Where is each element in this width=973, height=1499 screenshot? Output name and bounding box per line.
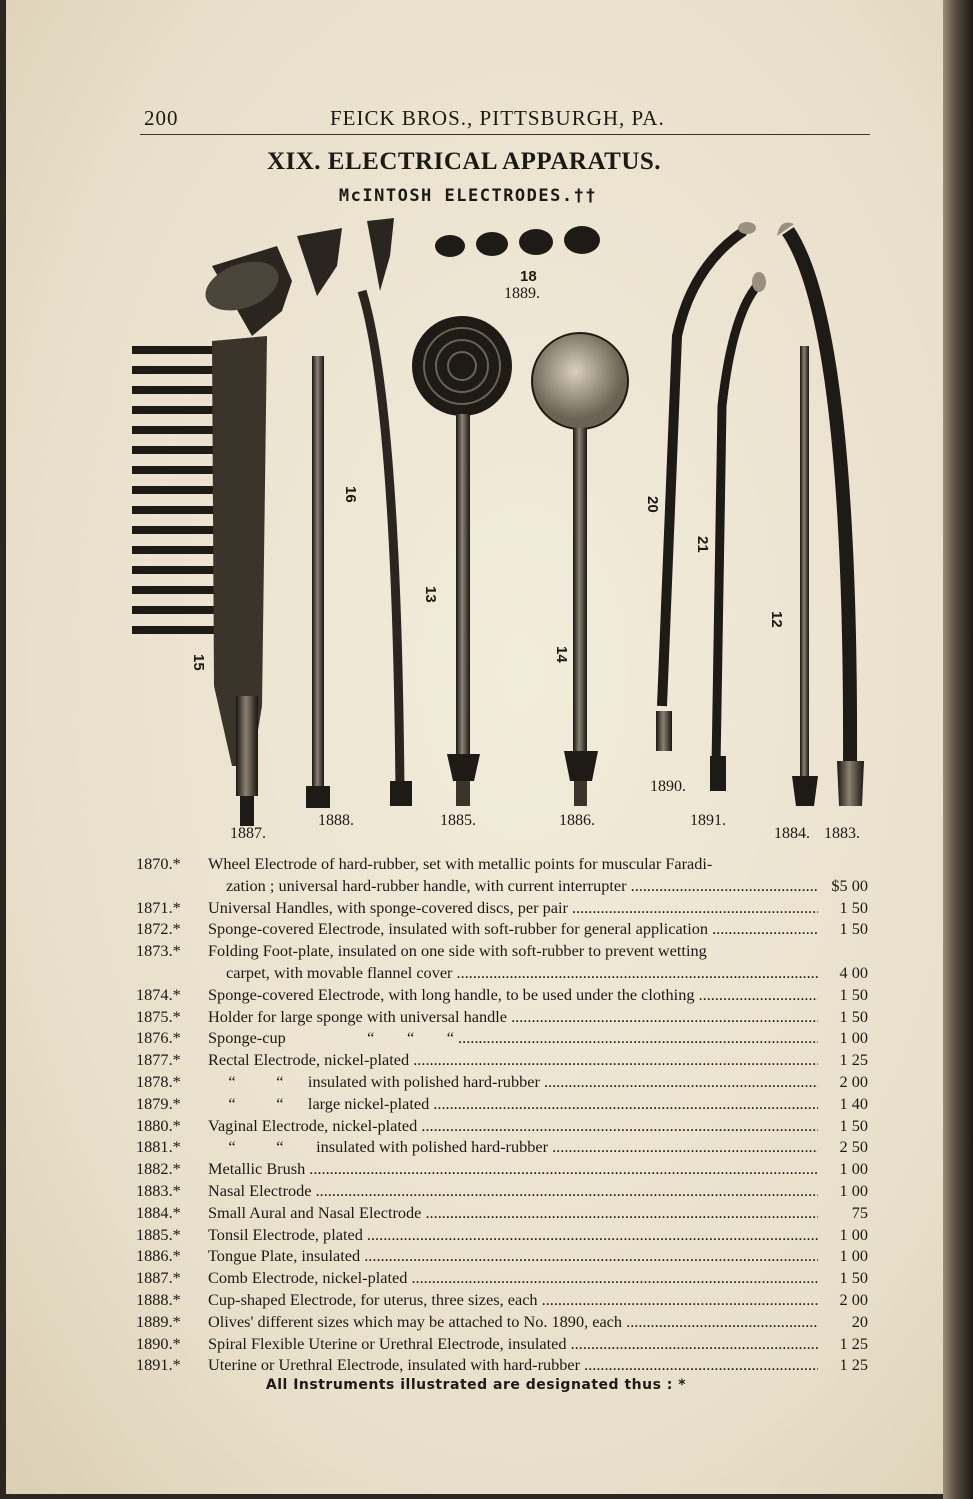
list-item-1873-cont [136, 962, 868, 984]
item-description: Universal Handles, with sponge-covered discs, per pair ..... [208, 897, 818, 919]
item-price: 1 50 [839, 1268, 868, 1288]
tonsil-electrode-icon [412, 316, 512, 806]
list-item-1889 [136, 1311, 868, 1333]
page-number: 200 [144, 106, 179, 130]
caption-1886: 1886. [559, 812, 595, 829]
item-number: 1890.* [136, 1333, 181, 1353]
caption-1885: 1885. [440, 812, 476, 829]
item-price: 1 50 [839, 984, 868, 1004]
item-price: 1 40 [839, 1093, 868, 1113]
item-price: 4 00 [839, 962, 868, 982]
item-description: Nasal Electrode ..... [208, 1180, 818, 1202]
item-number: 1885.* [136, 1224, 181, 1244]
item-price: 1 00 [839, 1246, 868, 1266]
item-number: 1879.* [136, 1093, 181, 1113]
item-price: 1 25 [839, 1050, 868, 1070]
list-item-1871 [136, 897, 868, 919]
section-title: XIX. ELECTRICAL APPARATUS. [266, 148, 662, 175]
uterine-electrode-1888-icon [306, 356, 330, 808]
fig-number-21: 21 [694, 536, 711, 553]
item-price: 2 00 [839, 1289, 868, 1309]
item-number: 1876.* [136, 1028, 181, 1048]
caption-1889: 1889. [504, 285, 540, 302]
item-price: 2 00 [839, 1071, 868, 1091]
item-number: 1878.* [136, 1071, 181, 1091]
section-subtitle: McINTOSH ELECTRODES.†† [338, 186, 598, 206]
item-number: 1888.* [136, 1289, 181, 1309]
list-item-1883 [136, 1180, 868, 1202]
list-item-1874 [136, 984, 868, 1006]
item-description: Tonsil Electrode, plated ..... [208, 1224, 818, 1246]
list-item-1885 [136, 1224, 868, 1246]
list-item-1881 [136, 1136, 868, 1158]
comb-electrode-icon [132, 336, 267, 826]
list-item-1886 [136, 1245, 868, 1267]
book-spine-edge [943, 0, 973, 1499]
list-item-1880 [136, 1115, 868, 1137]
item-description: Tongue Plate, insulated ..... [208, 1245, 818, 1267]
item-price: 1 00 [839, 1028, 868, 1048]
item-number: 1871.* [136, 897, 181, 917]
item-price: 2 50 [839, 1137, 868, 1157]
tongue-plate-icon [532, 333, 628, 806]
item-description: “ “ large nickel-plated ..... [208, 1093, 818, 1115]
aural-electrode-icon [792, 346, 818, 806]
item-description: Vaginal Electrode, nickel-plated ..... [208, 1115, 818, 1137]
caption-1883: 1883. [824, 825, 860, 842]
designation-note: All Instruments illustrated are designated thus : * [265, 1377, 687, 1393]
item-description: Rectal Electrode, nickel-plated ..... [208, 1049, 818, 1071]
list-item-1882 [136, 1158, 868, 1180]
item-number: 1886.* [136, 1246, 181, 1266]
item-price: 1 00 [839, 1224, 868, 1244]
item-description: “ “ insulated with polished hard-rubber ..... [208, 1136, 818, 1158]
fig-number-16: 16 [342, 486, 359, 503]
publisher-line: FEICK BROS., PITTSBURGH, PA. [330, 106, 665, 130]
fig-number-18: 18 [520, 268, 537, 285]
uterine-electrode-1891-icon [710, 272, 766, 791]
item-price: 1 50 [839, 1115, 868, 1135]
fig-number-14: 14 [553, 646, 570, 663]
caption-1890: 1890. [650, 778, 686, 795]
item-price: 1 00 [839, 1159, 868, 1179]
list-item-1875 [136, 1006, 868, 1028]
item-number: 1883.* [136, 1180, 181, 1200]
caption-1891: 1891. [690, 812, 726, 829]
item-description: “ “ insulated with polished hard-rubber ..... [208, 1071, 818, 1093]
list-item-1887 [136, 1267, 868, 1289]
list-item-1876 [136, 1027, 868, 1049]
fig-number-20: 20 [644, 496, 661, 513]
item-price: 1 25 [839, 1333, 868, 1353]
list-item-1888 [136, 1289, 868, 1311]
item-number: 1873.* [136, 941, 181, 961]
item-price: 20 [851, 1311, 868, 1331]
list-item-1878 [136, 1071, 868, 1093]
item-description: Comb Electrode, nickel-plated ..... [208, 1267, 818, 1289]
item-description: Metallic Brush ..... [208, 1158, 818, 1180]
item-price: 1 50 [839, 919, 868, 939]
list-item-1891 [136, 1354, 868, 1376]
catalog-page [6, 0, 946, 1494]
item-number: 1872.* [136, 919, 181, 939]
item-number: 1875.* [136, 1006, 181, 1026]
item-description: Cup-shaped Electrode, for uterus, three sizes, each ..... [208, 1289, 818, 1311]
item-description: Small Aural and Nasal Electrode ..... [208, 1202, 818, 1224]
item-description: Sponge-covered Electrode, with long handle, to be used under the clothing ..... [208, 984, 818, 1006]
item-number: 1870.* [136, 854, 181, 873]
item-price: 1 50 [839, 897, 868, 917]
fig-number-15: 15 [190, 654, 207, 671]
item-number: 1887.* [136, 1268, 181, 1288]
item-number: 1880.* [136, 1115, 181, 1135]
item-description: Holder for large sponge with universal handle ..... [208, 1006, 818, 1028]
item-description: Olives' different sizes which may be attached to No. 1890, each ..... [208, 1311, 818, 1333]
list-item-1884 [136, 1202, 868, 1224]
item-price: $5 00 [831, 875, 868, 895]
item-number: 1891.* [136, 1355, 181, 1375]
item-price: 1 25 [839, 1355, 868, 1375]
page-header [140, 100, 870, 135]
item-description: Spiral Flexible Uterine or Urethral Electrode, insulated ..... [208, 1333, 818, 1355]
list-item-1873 [136, 940, 868, 962]
item-number: 1877.* [136, 1050, 181, 1070]
cup-rod-16-icon [362, 291, 400, 796]
list-item-1870-cont [136, 875, 868, 897]
item-number: 1874.* [136, 984, 181, 1004]
item-price: 1 50 [839, 1006, 868, 1026]
olives-icon [435, 226, 600, 257]
list-item-1877 [136, 1049, 868, 1071]
list-item-1890 [136, 1333, 868, 1355]
list-item-1872 [136, 918, 868, 940]
item-description-cont: zation ; universal hard-rubber handle, with current interrupter ..... [226, 875, 818, 897]
list-item-1879 [136, 1093, 868, 1115]
caption-1884: 1884. [774, 825, 810, 842]
item-description: Folding Foot-plate, insulated on one side with soft-rubber to prevent wetting [208, 941, 707, 961]
item-number: 1881.* [136, 1137, 181, 1157]
spiral-electrode-icon [656, 222, 756, 751]
price-list [136, 853, 868, 1376]
nasal-electrode-icon [777, 223, 864, 807]
list-item-1870 [136, 853, 868, 875]
electrodes-illustration [132, 206, 872, 846]
item-description: Sponge-covered Electrode, insulated with soft-rubber for general application ..... [208, 918, 818, 940]
fig-number-13: 13 [422, 586, 439, 603]
item-number: 1889.* [136, 1311, 181, 1331]
item-number: 1884.* [136, 1202, 181, 1222]
item-price: 1 00 [839, 1180, 868, 1200]
fig-number-12: 12 [768, 611, 785, 628]
item-description: Sponge-cup “ “ “ ..... [208, 1027, 818, 1049]
item-description: Uterine or Urethral Electrode, insulated with hard-rubber ..... [208, 1354, 818, 1376]
item-price: 75 [851, 1202, 868, 1222]
caption-1887: 1887. [230, 825, 266, 842]
item-number: 1882.* [136, 1159, 181, 1179]
caption-1888: 1888. [318, 812, 354, 829]
item-description: Wheel Electrode of hard-rubber, set with metallic points for muscular Faradi- [208, 854, 713, 873]
item-description-cont: carpet, with movable flannel cover ..... [226, 962, 818, 984]
